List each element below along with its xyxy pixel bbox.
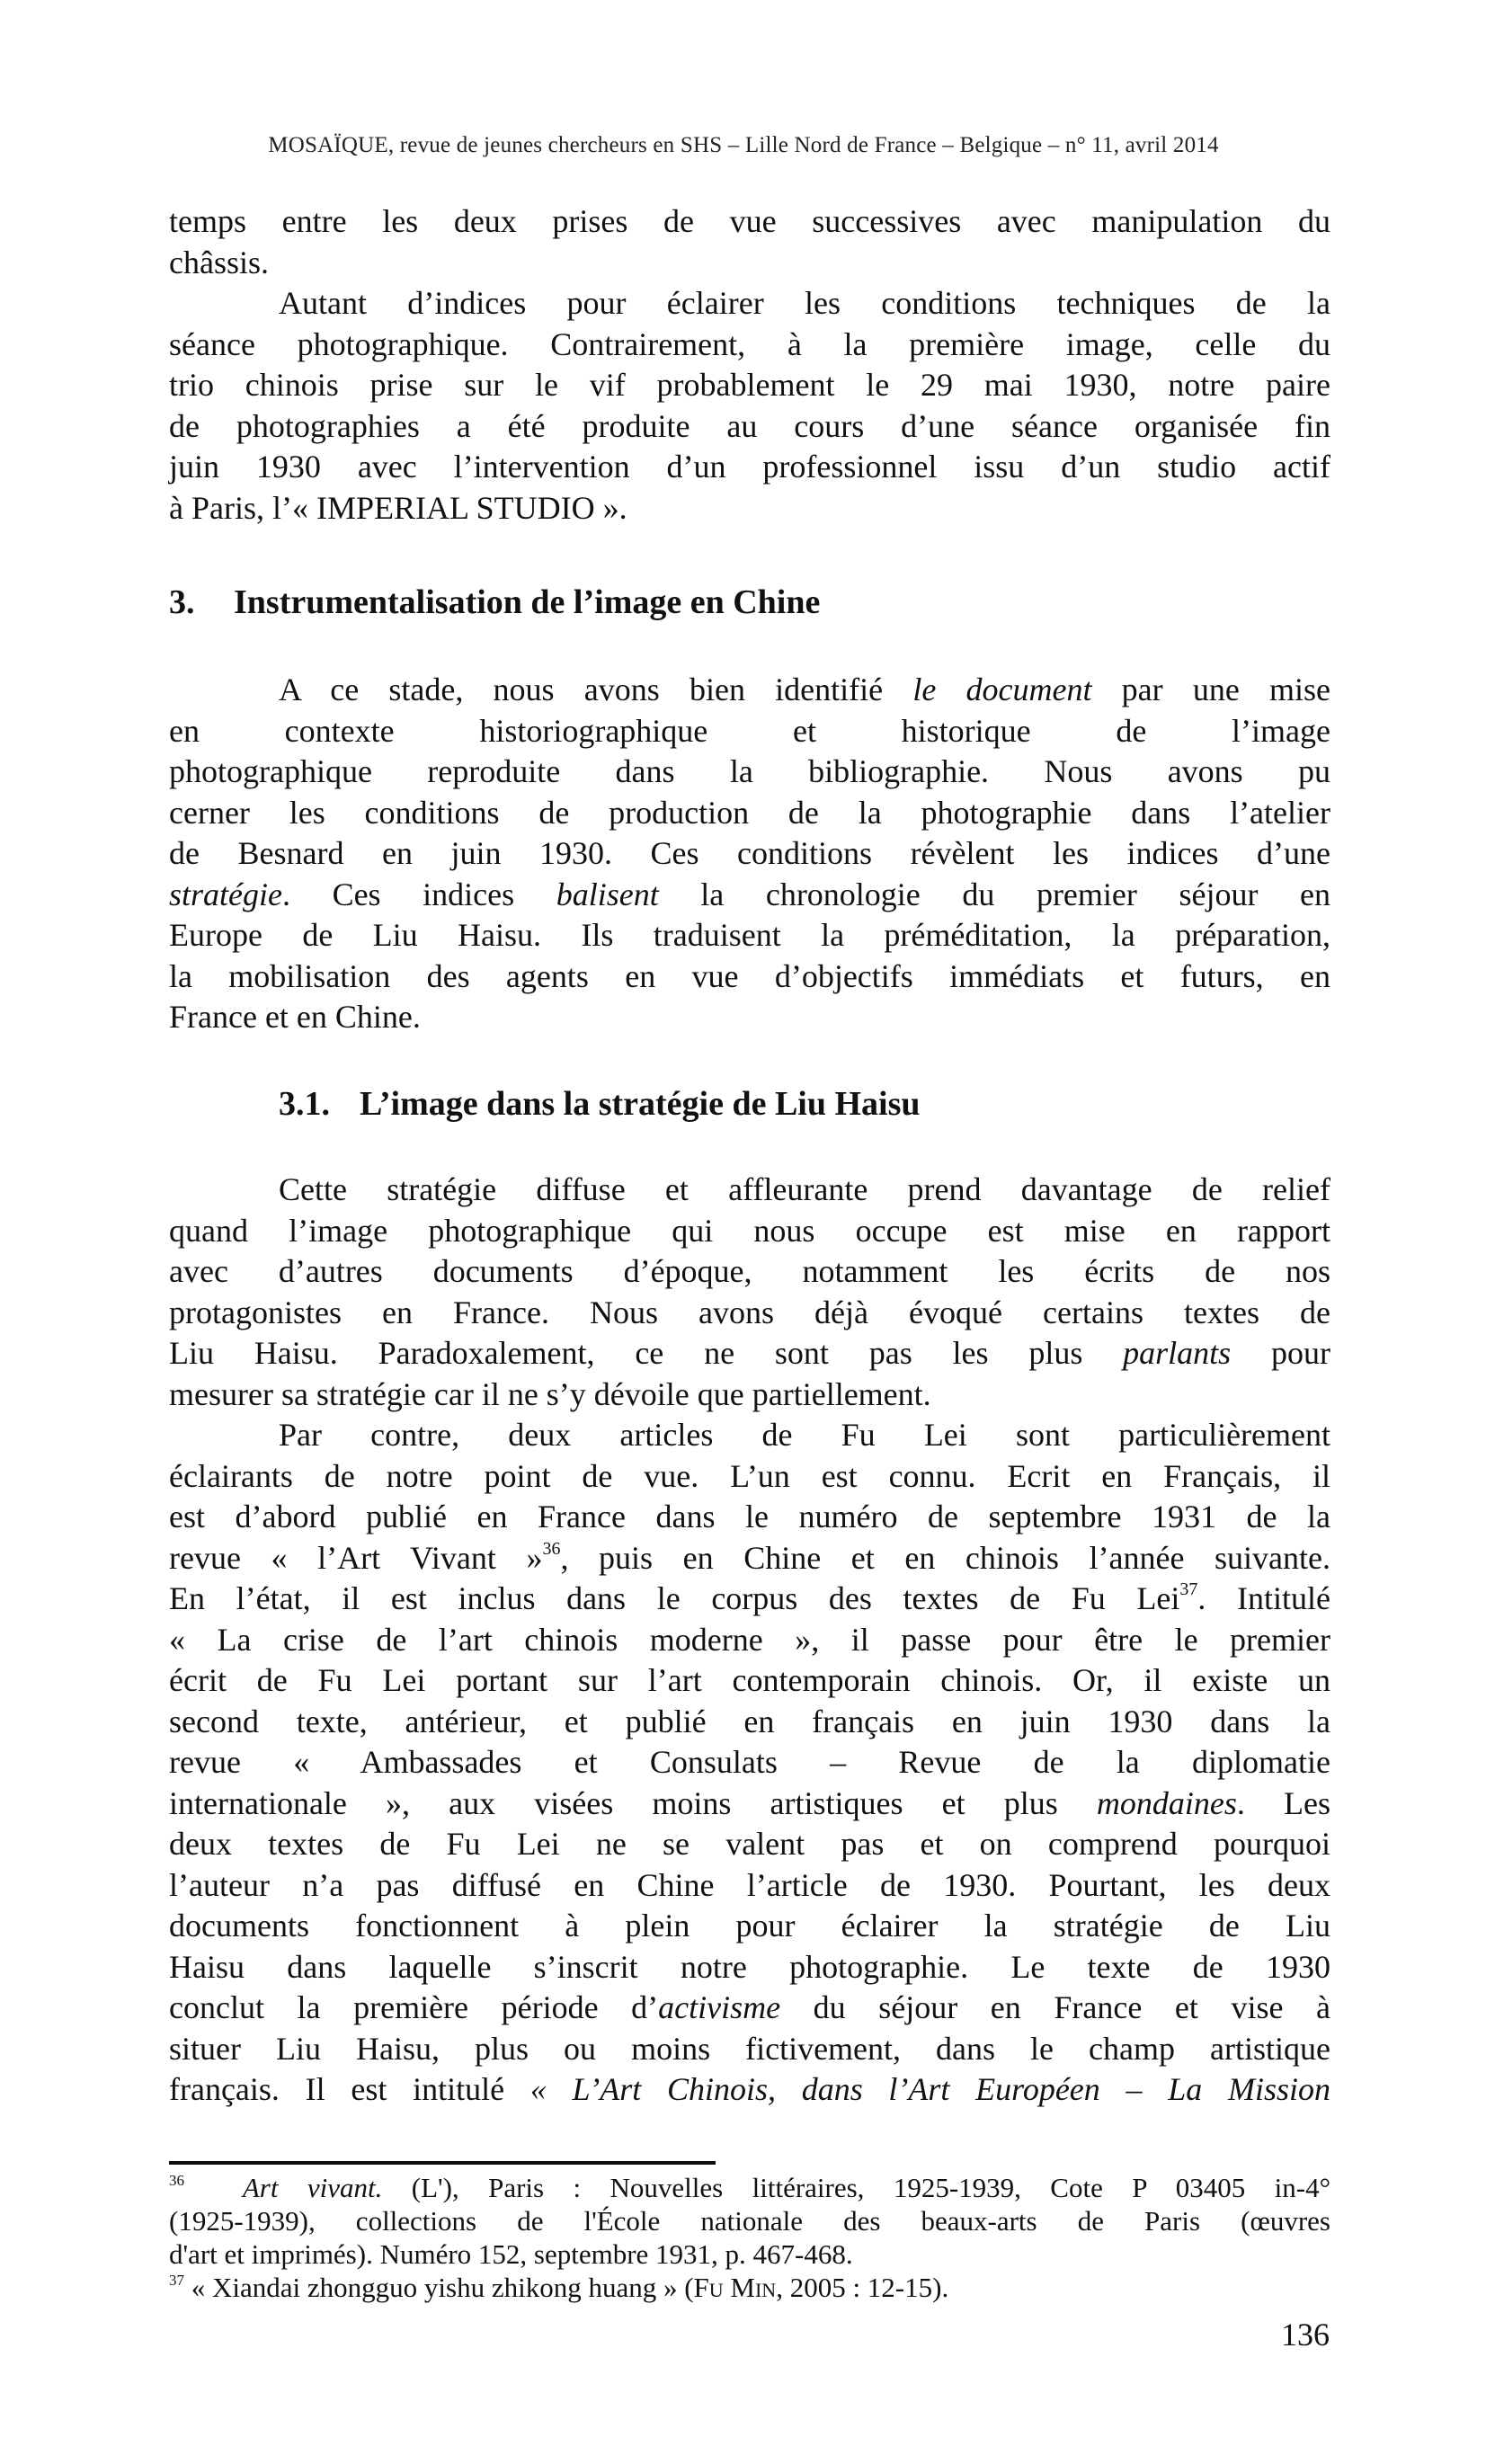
text-run: du séjour en France et vise à <box>780 1989 1330 2025</box>
text-line <box>169 1579 1330 1620</box>
text-line: séance photographique. Contrairement, à la première image, celle du <box>169 325 1330 362</box>
text-line: en contexte historiographique et historique de l’image <box>169 712 1330 749</box>
text-line: revue « Ambassades et Consulats – Revue de la diplomatie <box>169 1744 1330 1780</box>
footnote-divider <box>169 2161 716 2165</box>
text-line: second texte, antérieur, et publié en français en juin 1930 dans la <box>169 1703 1330 1739</box>
text-line: la mobilisation des agents en vue d’objectifs immédiats et futurs, en <box>169 957 1330 994</box>
text-line: Cette stratégie diffuse et affleurante prend davantage de relief <box>279 1171 1330 1207</box>
text-line: mesurer sa stratégie car il ne s’y dévoile que partiellement. <box>169 1375 931 1412</box>
text-line <box>169 1988 1330 2029</box>
footnote-line: (1925-1939), collections de l'École nationale des beaux-arts de Paris (œuvres <box>169 2205 1330 2237</box>
footnote-37 <box>169 2271 1330 2304</box>
footnote-ref-36[interactable]: 36 <box>542 1538 561 1559</box>
paragraph-continuation <box>169 201 1330 283</box>
section-number: 3.1. <box>279 1085 330 1123</box>
text-run: . Les <box>1236 1784 1330 1821</box>
text-run: la chronologie du premier séjour en <box>658 876 1330 912</box>
text-line: temps entre les deux prises de vue successives avec manipulation du <box>169 203 1330 239</box>
page-number: 136 <box>1281 2317 1330 2353</box>
text-run: . Intitulé <box>1197 1580 1330 1616</box>
text-run: pour <box>1231 1335 1330 1371</box>
text-run: par une mise <box>1091 672 1331 707</box>
footnote-36 <box>169 2171 1330 2204</box>
author-smallcaps: Fu Min <box>693 2272 777 2303</box>
text-run: En l’état, il est inclus dans le corpus des textes de Fu Lei <box>169 1580 1180 1616</box>
text-line <box>169 2069 1330 2111</box>
paragraph-fu-lei <box>169 1415 1330 2111</box>
text-line: l’auteur n’a pas diffusé en Chine l’article de 1930. Pourtant, les deux <box>169 1866 1330 1903</box>
text-line: cerner les conditions de production de la photographie dans l’atelier <box>169 794 1330 831</box>
text-line: situer Liu Haisu, plus ou moins fictivement, dans le champ artistique <box>169 2030 1330 2067</box>
footnotes <box>169 2171 1330 2304</box>
text-line: avec d’autres documents d’époque, notamment les écrits de nos <box>169 1253 1330 1289</box>
text-line: Europe de Liu Haisu. Ils traduisent la préméditation, la préparation, <box>169 917 1330 953</box>
italic-run: parlants <box>1123 1335 1232 1371</box>
paragraph-strategy <box>169 1170 1330 1415</box>
text-run: « Xiandai zhongguo yishu zhikong huang » ( <box>184 2272 694 2303</box>
text-line: photographique reproduite dans la bibliographie. Nous avons pu <box>169 753 1330 789</box>
text-run: (L'), Paris : Nouvelles littéraires, 1925-1939, Cote P 03405 in-4° <box>382 2172 1331 2203</box>
text-line: à Paris, l’« IMPERIAL STUDIO ». <box>169 489 627 526</box>
text-line: documents fonctionnent à plein pour éclairer la stratégie de Liu <box>169 1908 1330 1944</box>
text-line <box>169 875 1330 916</box>
text-run: conclut la première période d’ <box>169 1989 659 2025</box>
paragraph-technical-conditions <box>169 283 1330 529</box>
text-run: , 2005 : 12-15). <box>776 2272 949 2303</box>
text-line <box>169 1784 1330 1825</box>
italic-run: stratégie <box>169 876 282 912</box>
running-header: MOSAÏQUE, revue de jeunes chercheurs en SHS – Lille Nord de France – Belgique – n° 11, avril 2014 <box>268 133 1219 157</box>
text-line <box>169 1538 1330 1579</box>
text-line: est d’abord publié en France dans le numéro de septembre 1931 de la <box>169 1499 1330 1534</box>
text-line: trio chinois prise sur le vif probablement le 29 mai 1930, notre paire <box>169 367 1330 403</box>
paragraph-context <box>169 670 1330 1038</box>
footnote-line: d'art et imprimés). Numéro 152, septembre 1931, p. 467-468. <box>169 2238 853 2270</box>
text-run: . Ces indices <box>281 876 556 912</box>
text-run: français. Il est intitulé <box>169 2071 530 2107</box>
text-line: de photographies a été produite au cours d’une séance organisée fin <box>169 407 1330 444</box>
text-line: protagonistes en France. Nous avons déjà évoqué certains textes de <box>169 1294 1330 1330</box>
italic-run: « L’Art Chinois, dans l’Art Européen – La Mission <box>529 2071 1330 2107</box>
italic-run: le document <box>912 672 1092 707</box>
text-line: quand l’image photographique qui nous occupe est mise en rapport <box>169 1212 1330 1249</box>
text-run: A ce stade, nous avons bien identifié <box>279 672 913 707</box>
text-line: écrit de Fu Lei portant sur l’art contemporain chinois. Or, il existe un <box>169 1662 1330 1698</box>
italic-run: activisme <box>658 1989 781 2025</box>
footnote-number: 36 <box>169 2172 184 2189</box>
footnote-number: 37 <box>169 2272 184 2289</box>
text-line <box>169 670 1330 711</box>
section-heading-3-1 <box>279 1084 921 1124</box>
section-title: L’image dans la stratégie de Liu Haisu <box>360 1085 921 1123</box>
italic-run: balisent <box>556 876 659 912</box>
text-run: revue « l’Art Vivant » <box>169 1539 543 1576</box>
text-line: Par contre, deux articles de Fu Lei sont particulièrement <box>279 1417 1330 1453</box>
section-heading-3 <box>169 583 820 622</box>
text-line: France et en Chine. <box>169 999 421 1035</box>
text-run: Liu Haisu. Paradoxalement, ce ne sont pas les plus <box>169 1335 1124 1371</box>
text-line: « La crise de l’art chinois moderne », il passe pour être le premier <box>169 1621 1330 1658</box>
text-line: de Besnard en juin 1930. Ces conditions révèlent les indices d’une <box>169 835 1330 871</box>
text-line: Autant d’indices pour éclairer les conditions techniques de la <box>279 285 1330 321</box>
footnote-ref-37[interactable]: 37 <box>1179 1579 1198 1599</box>
text-line <box>169 1333 1330 1374</box>
text-line: Haisu dans laquelle s’inscrit notre photographie. Le texte de 1930 <box>169 1948 1330 1985</box>
text-run: internationale », aux visées moins artistiques et plus <box>169 1784 1097 1821</box>
text-line: éclairants de notre point de vue. L’un est connu. Ecrit en Français, il <box>169 1457 1330 1494</box>
section-number: 3. <box>169 583 195 621</box>
text-line: châssis. <box>169 244 269 280</box>
italic-run: mondaines <box>1096 1784 1237 1821</box>
text-run: , puis en Chine et en chinois l’année suivante. <box>560 1539 1330 1576</box>
section-title: Instrumentalisation de l’image en Chine <box>234 583 821 621</box>
text-line: juin 1930 avec l’intervention d’un professionnel issu d’un studio actif <box>169 449 1330 485</box>
italic-run: Art vivant. <box>242 2172 383 2203</box>
text-line: deux textes de Fu Lei ne se valent pas et on comprend pourquoi <box>169 1826 1330 1862</box>
